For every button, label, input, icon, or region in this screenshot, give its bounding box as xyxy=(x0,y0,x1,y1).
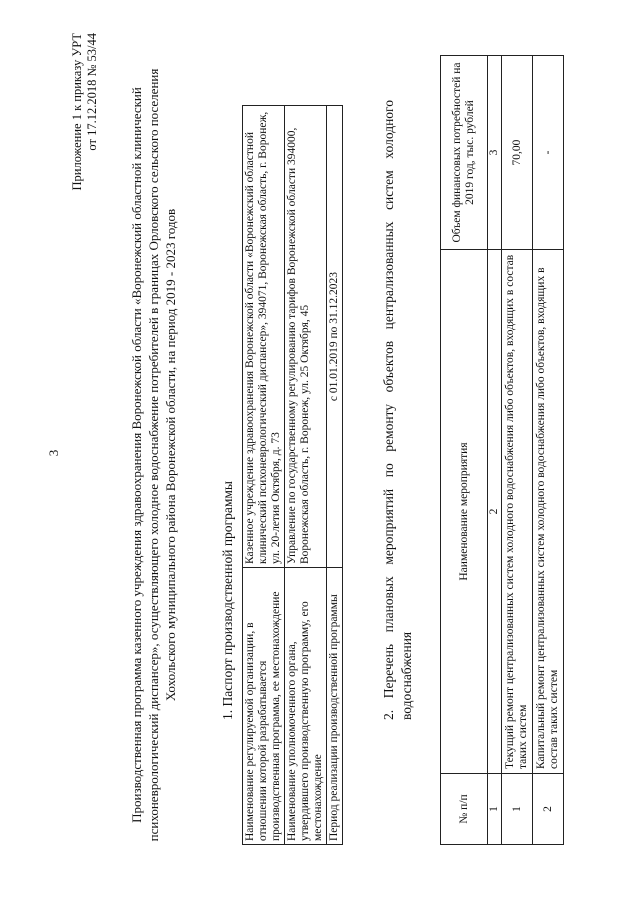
row-name: Текущий ремонт централизованных систем холодного водоснабжения либо объектов, входящих в состав таких систем xyxy=(502,250,533,774)
row-volume: - xyxy=(533,56,564,250)
index-cell: 2 xyxy=(488,250,502,774)
row-name: Капитальный ремонт централизованных систем холодного водоснабжения либо объектов, входящих в состав таких систем xyxy=(533,250,564,774)
index-cell: 3 xyxy=(488,56,502,250)
passport-label: Наименование уполномоченного органа, утвердившего производственную программу, его местонахождение xyxy=(285,568,327,845)
header-num: № п/п xyxy=(441,774,488,845)
rotated-page-content xyxy=(70,25,640,885)
measures-table xyxy=(440,55,564,845)
appendix-line-2: от 17.12.2018 № 53/44 xyxy=(85,33,99,151)
page-number: 3 xyxy=(46,449,61,457)
row-volume: 70,00 xyxy=(502,56,533,250)
table-row xyxy=(243,106,285,845)
table-row xyxy=(285,106,327,845)
table-header-row xyxy=(441,56,488,845)
header-name: Наименование мероприятия xyxy=(441,250,488,774)
header-volume: Объем финансовых потребностей на 2019 год, тыс. рублей xyxy=(441,56,488,250)
index-cell: 1 xyxy=(488,774,502,845)
appendix-line-1: Приложение 1 к приказу УРТ xyxy=(70,33,84,191)
passport-label: Период реализации производственной программы xyxy=(327,568,343,845)
section-1-heading: 1. Паспорт производственной программы xyxy=(220,481,235,720)
passport-table xyxy=(242,105,343,845)
table-row xyxy=(327,106,343,845)
table-row xyxy=(502,56,533,845)
table-row xyxy=(533,56,564,845)
passport-label: Наименование регулируемой организации, в отношении которой разрабатывается производственная программа, ее местонахождение xyxy=(243,568,285,845)
row-num: 1 xyxy=(502,774,533,845)
appendix-note xyxy=(70,33,100,191)
passport-value: с 01.01.2019 по 31.12.2023 xyxy=(327,106,343,568)
document-title: Производственная программа казенного учреждения здравоохранения Воронежской области «Воронежский областной клинический психоневрологический диспансер», осуществляющего холодное водоснабжение потребителей в границах Орловского сельского поселения Хохольского муниципального района Воронежской области, на период 2019 - 2023 годов xyxy=(129,68,178,842)
table-index-row xyxy=(488,56,502,845)
row-num: 2 xyxy=(533,774,564,845)
passport-value: Управление по государственному регулированию тарифов Воронежской области 394000, Воронежская область, г. Воронеж, ул. 25 Октября, 45 xyxy=(285,106,327,568)
passport-value: Казенное учреждение здравоохранения Воронежской области «Воронежский областной клинический психоневрологический диспансер», 394071, Воронежская область, г. Воронеж, ул. 20-летия Октября, д. 73 xyxy=(243,106,285,568)
section-2-heading: 2. Перечень плановых мероприятий по ремонту объектов централизованных систем холодного водоснабжения xyxy=(381,100,414,720)
